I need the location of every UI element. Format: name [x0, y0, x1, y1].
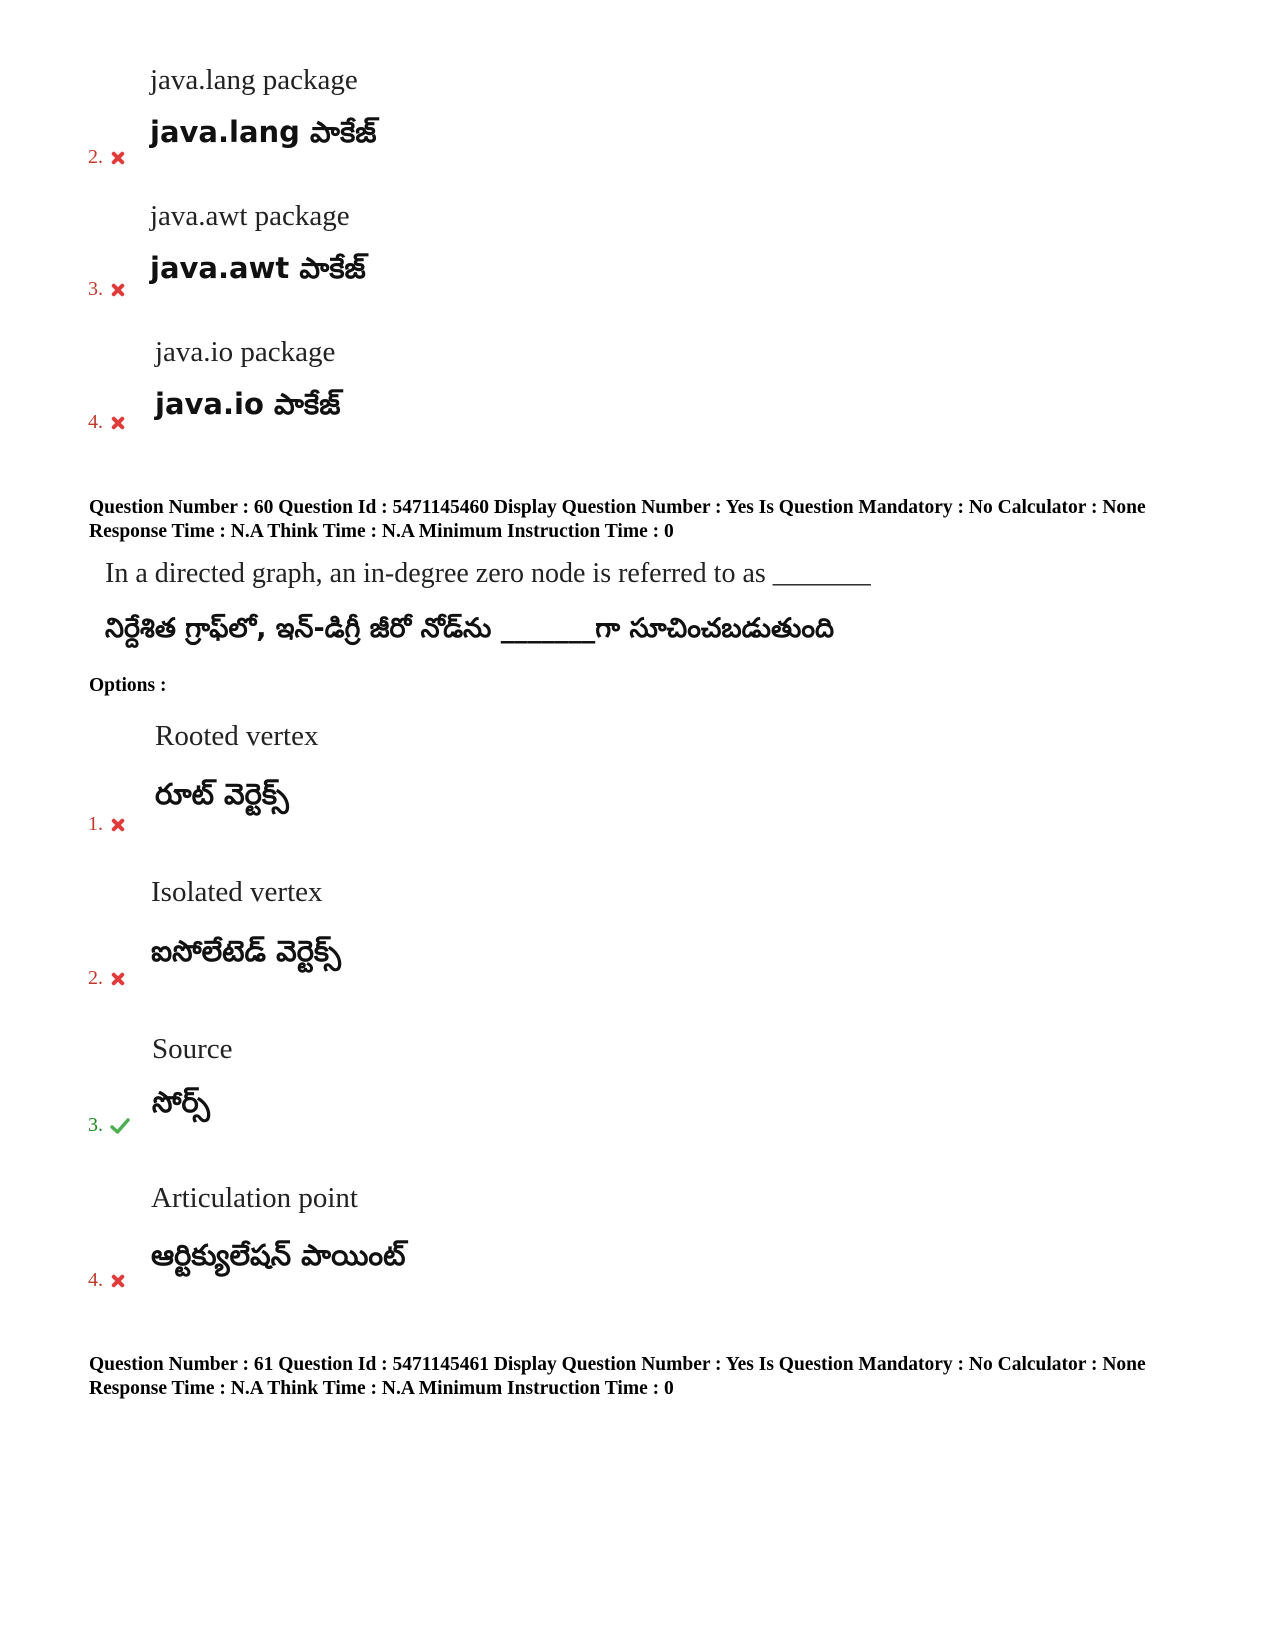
q60-option-1-telugu: రూట్ వెర్టెక్స్	[155, 777, 289, 811]
option-4-telugu: java.io పాకేజ్	[155, 387, 341, 421]
option-4-marker	[88, 411, 126, 434]
q60-option-4-marker	[88, 1269, 126, 1292]
check-icon	[110, 1117, 130, 1135]
option-3-telugu: java.awt పాకేజ్	[150, 251, 366, 285]
option-4-english: java.io package	[155, 336, 336, 368]
option-number: 2.	[88, 146, 103, 168]
option-2-marker	[88, 146, 126, 169]
cross-icon	[110, 1273, 126, 1289]
q60-option-4-english: Articulation point	[151, 1182, 358, 1214]
q60-option-3-english: Source	[152, 1033, 233, 1065]
option-3-marker	[88, 278, 126, 301]
q60-option-3-marker	[88, 1114, 130, 1137]
options-label: Options :	[89, 675, 167, 696]
cross-icon	[110, 415, 126, 431]
option-number: 4.	[88, 411, 103, 433]
cross-icon	[110, 282, 126, 298]
cross-icon	[110, 817, 126, 833]
option-number: 3.	[88, 1114, 103, 1136]
question-60-text-english: In a directed graph, an in-degree zero node is referred to as _______	[105, 558, 871, 589]
option-number: 3.	[88, 278, 103, 300]
cross-icon	[110, 971, 126, 987]
q60-option-2-telugu: ఐసోలేటెడ్ వెర్టెక్స్	[151, 934, 341, 968]
option-2-english: java.lang package	[150, 64, 358, 96]
question-60-meta: Question Number : 60 Question Id : 5471145460 Display Question Number : Yes Is Question Mandatory : No Calculator : None Response Time : N.A Think Time : N.A Minimum Instruction Time : 0	[89, 497, 1146, 542]
question-60-text-telugu: నిర్దేశిత గ్రాఫ్‌లో, ఇన్-డిగ్రీ జీరో నోడ్‌ను _______గా సూచించబడుతుంది	[105, 613, 835, 644]
q60-option-3-telugu: సోర్స్	[152, 1085, 210, 1119]
option-number: 2.	[88, 967, 103, 989]
q60-option-4-telugu: ఆర్టిక్యులేషన్ పాయింట్	[151, 1238, 406, 1272]
q60-option-2-marker	[88, 967, 126, 990]
option-number: 1.	[88, 813, 103, 835]
q60-option-1-english: Rooted vertex	[155, 720, 319, 752]
option-2-telugu: java.lang పాకేజ్	[150, 115, 377, 149]
q60-option-1-marker	[88, 813, 126, 836]
option-3-english: java.awt package	[150, 200, 350, 232]
question-61-meta: Question Number : 61 Question Id : 5471145461 Display Question Number : Yes Is Question Mandatory : No Calculator : None Response Time : N.A Think Time : N.A Minimum Instruction Time : 0	[89, 1354, 1146, 1399]
q60-option-2-english: Isolated vertex	[151, 876, 323, 908]
cross-icon	[110, 150, 126, 166]
option-number: 4.	[88, 1269, 103, 1291]
